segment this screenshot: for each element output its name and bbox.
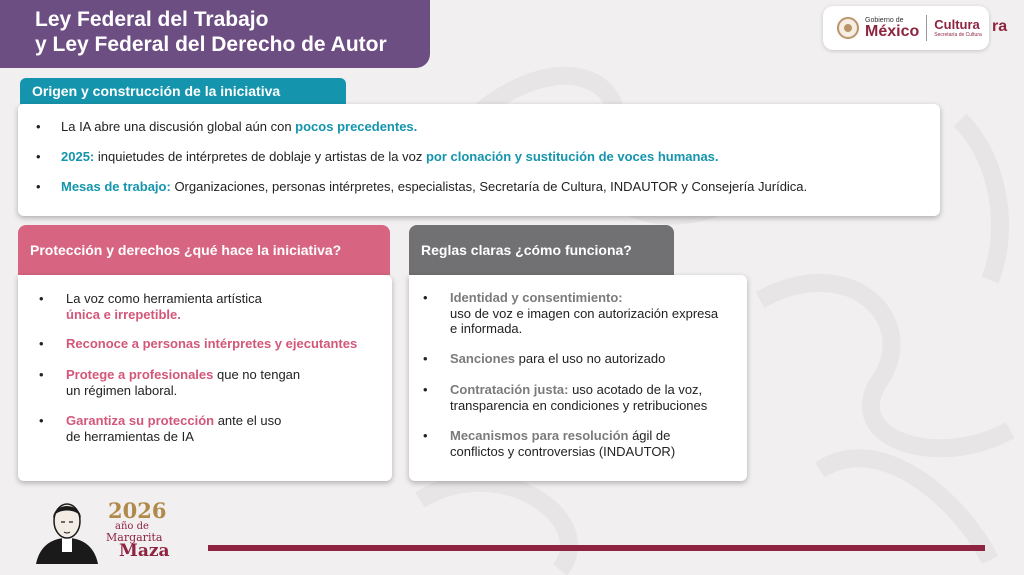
portrait-illustration xyxy=(28,494,106,564)
origin-bullet-2-highlight: por clonación y sustitución de voces humanas. xyxy=(425,149,719,164)
anniversary-sub: año de xyxy=(115,521,149,532)
origin-bullet-3-text: Organizaciones, personas intérpretes, especialistas, Secretaría de Cultura, INDAUTOR y Consejería Jurídica. xyxy=(170,179,808,194)
rights-item-4 xyxy=(39,413,282,444)
bullet-icon: • xyxy=(423,382,428,397)
bullet-icon: • xyxy=(423,290,428,305)
origin-tab xyxy=(20,78,346,104)
rights-item-4-highlight: Garantiza su protección xyxy=(66,413,215,428)
bullet-icon: • xyxy=(36,119,41,134)
rules-item-3-lead: Contratación justa: xyxy=(450,382,569,397)
rules-item-4-lead: Mecanismos para resolución xyxy=(450,428,629,443)
anniversary-logo xyxy=(104,500,170,560)
rules-item-3 xyxy=(423,382,708,413)
bullet-icon: • xyxy=(39,367,44,382)
origin-panel xyxy=(18,104,940,216)
bullet-icon: • xyxy=(36,149,41,164)
logo-gobierno-label: Gobierno de xyxy=(865,16,904,24)
origin-bullet-3 xyxy=(36,179,807,194)
seal-icon xyxy=(837,17,859,39)
rules-tab-label: Reglas claras ¿cómo funciona? xyxy=(421,242,632,258)
rights-item-2 xyxy=(39,336,358,352)
origin-tab-label: Origen y construcción de la iniciativa xyxy=(32,83,281,99)
rules-item-3-text2: transparencia en condiciones y retribuciones xyxy=(450,397,708,413)
bullet-icon: • xyxy=(36,179,41,194)
rights-item-3-highlight: Protege a profesionales xyxy=(66,367,214,382)
anniversary-name-2: Maza xyxy=(119,541,170,561)
origin-bullet-1-highlight: pocos precedentes. xyxy=(295,119,418,134)
bullet-icon: • xyxy=(39,413,44,428)
rights-item-1-text: La voz como herramienta artística xyxy=(66,291,262,306)
rights-item-3 xyxy=(39,367,301,398)
origin-bullet-2-lead: 2025: xyxy=(61,149,95,164)
bullet-icon: • xyxy=(39,291,44,306)
rights-tab-label: Protección y derechos ¿qué hace la iniciativa? xyxy=(30,242,342,258)
rules-item-2-text: para el uso no autorizado xyxy=(515,351,666,366)
origin-bullet-1 xyxy=(36,119,417,134)
rules-item-2-lead: Sanciones xyxy=(450,351,516,366)
rights-item-4-text2: de herramientas de IA xyxy=(66,428,194,444)
rules-tab xyxy=(409,225,674,275)
rules-item-1-text2: e informada. xyxy=(450,321,523,336)
anniversary-year: 2026 xyxy=(108,498,167,523)
rights-item-1-highlight: única e irrepetible. xyxy=(66,306,181,322)
origin-bullet-2-text: inquietudes de intérpretes de doblaje y artistas de la voz xyxy=(94,149,426,164)
rights-item-1 xyxy=(39,291,262,322)
gobierno-logo xyxy=(823,6,989,50)
rules-panel xyxy=(409,275,747,481)
logo-cultura-sub: Secretaría de Cultura xyxy=(934,32,982,38)
origin-bullet-1-text: La IA abre una discusión global aún con xyxy=(61,119,296,134)
slide-title-line-1: Ley Federal del Trabajo xyxy=(35,8,269,31)
rights-panel xyxy=(18,275,392,481)
bullet-icon: • xyxy=(39,336,44,351)
rules-item-4 xyxy=(423,428,676,459)
logo-mexico-label: México xyxy=(865,22,920,40)
anniversary-name-1: Margarita xyxy=(106,531,163,544)
rules-item-2 xyxy=(423,351,666,367)
origin-bullet-2 xyxy=(36,149,719,164)
rights-item-4-text: ante el uso xyxy=(214,413,282,428)
rules-item-1-text: uso de voz e imagen con autorización expresa xyxy=(450,305,719,321)
rules-item-1 xyxy=(423,290,719,337)
rights-item-3-text: que no tengan xyxy=(213,367,301,382)
bullet-icon: • xyxy=(423,428,428,443)
rules-item-4-text2: conflictos y controversias (INDAUTOR) xyxy=(450,443,676,459)
logo-cut-text: ra xyxy=(992,18,1008,35)
title-banner xyxy=(0,0,430,68)
footer-bar xyxy=(208,545,985,551)
rights-tab xyxy=(18,225,390,275)
bullet-icon: • xyxy=(423,351,428,366)
rules-item-1-lead: Identidad y consentimiento: xyxy=(450,290,623,305)
logo-divider xyxy=(926,15,927,41)
rules-item-3-text: uso acotado de la voz, xyxy=(568,382,703,397)
origin-bullet-3-lead: Mesas de trabajo: xyxy=(61,179,171,194)
logo-cultura-label: Cultura xyxy=(934,17,980,32)
rights-item-3-text2: un régimen laboral. xyxy=(66,382,178,398)
rights-item-2-highlight: Reconoce a personas intérpretes y ejecutantes xyxy=(66,336,358,351)
slide-title-line-2: y Ley Federal del Derecho de Autor xyxy=(35,33,387,56)
rules-item-4-text: ágil de xyxy=(628,428,671,443)
